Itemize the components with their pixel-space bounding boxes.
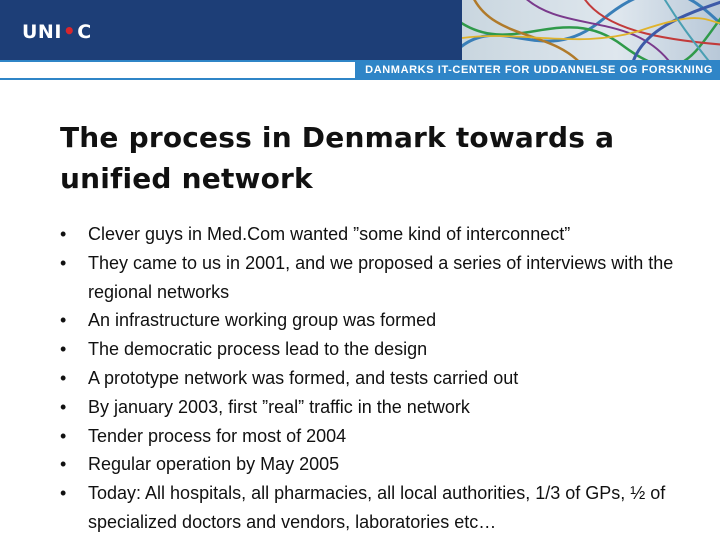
bullet-text: They came to us in 2001, and we proposed a series of interviews with the regional networks: [88, 252, 674, 302]
bullet-text: The democratic process lead to the design: [88, 339, 428, 360]
logo-text-right: C: [77, 21, 92, 43]
tagline-bar-white-segment: [0, 62, 355, 78]
bullet-item: [60, 479, 700, 537]
bullet-text: Regular operation by May 2005: [88, 454, 340, 475]
bullet-item: [60, 450, 700, 479]
bullet-glyph: •: [60, 339, 67, 360]
bullet-item: [60, 249, 700, 307]
bullet-list: [60, 220, 700, 537]
bullet-glyph: •: [60, 454, 67, 475]
bullet-glyph: •: [60, 425, 67, 446]
logo-text-left: UNI: [22, 21, 62, 43]
bullet-glyph: •: [60, 310, 67, 331]
logo-dot: •: [62, 19, 77, 43]
bullet-item: [60, 335, 700, 364]
uni-c-logo: [22, 19, 92, 43]
bullet-glyph: •: [60, 252, 67, 273]
bullet-item: [60, 393, 700, 422]
bullet-text: Clever guys in Med.Com wanted ”some kind of interconnect”: [88, 224, 571, 244]
bullet-text: A prototype network was formed, and tests carried out: [88, 367, 519, 388]
header-bar: [0, 0, 720, 60]
organization-tagline: DANMARKS IT-CENTER FOR UDDANNELSE OG FORSKNING: [365, 64, 713, 76]
slide-title: The process in Denmark towards a unified network: [60, 121, 615, 195]
bullet-item: [60, 422, 700, 451]
bullet-text: An infrastructure working group was formed: [88, 310, 437, 331]
bullet-glyph: •: [60, 483, 67, 504]
bullet-item: [60, 364, 700, 393]
bullet-item: [60, 306, 700, 335]
bullet-text: Today: All hospitals, all pharmacies, all local authorities, 1/3 of GPs, ½ of specialized doctors and vendors, laboratories etc…: [88, 483, 666, 532]
bullet-text: By january 2003, first ”real” traffic in the network: [88, 396, 470, 417]
bullet-glyph: •: [60, 396, 67, 417]
cables-illustration: [462, 0, 720, 60]
bullet-text: Tender process for most of 2004: [88, 425, 347, 446]
bullet-glyph: •: [60, 367, 67, 388]
bullet-glyph: •: [60, 224, 67, 244]
bullet-item: [60, 220, 700, 249]
header-cables-image: [462, 0, 720, 60]
